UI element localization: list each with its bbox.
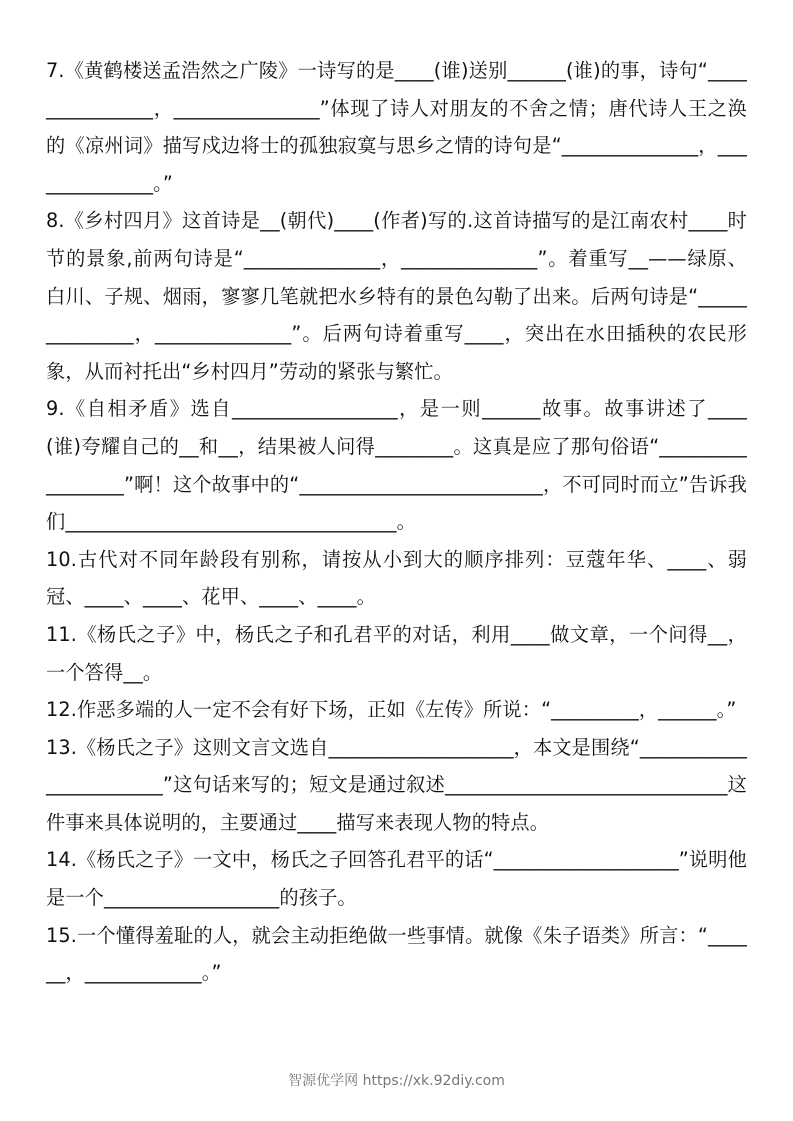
question-11: 11.《杨氏之子》中，杨氏之子和孔君平的对话，利用____做文章，一个问得__，一个答得__。 — [46, 622, 747, 684]
question-8: 8.《乡村四月》这首诗是__(朝代)____(作者)写的.这首诗描写的是江南农村____时节的景象,前两句诗是“______________，______________”。着重写__——绿原、白川、子规、烟雨，寥寥几笔就把水乡特有的景色勾勒了出来。后两句诗是“______________，______________”。后两句诗着重写____，突出在水田插秧的农民形象，从而衬托出“乡村四月”劳动的紧张与繁忙。 — [46, 209, 747, 383]
worksheet — [46, 52, 747, 992]
question-7: 7.《黄鹤楼送孟浩然之广陵》一诗写的是____(谁)送别______(谁)的事，诗句“_______________，_______________”体现了诗人对朋友的不舍之情；唐代诗人王之涣的《凉州词》描写戍边将士的孤独寂寞与思乡之情的诗句是“______________，______________。” — [46, 59, 747, 195]
question-14: 14.《杨氏之子》一文中，杨氏之子回答孔君平的话“___________________”说明他是一个__________________的孩子。 — [46, 848, 747, 910]
question-12: 12.作恶多端的人一定不会有好下场，正如《左传》所说：“_________，______。” — [46, 698, 737, 722]
question-9: 9.《自相矛盾》选自_________________，是一则______故事。故事讲述了____(谁)夸耀自己的__和__，结果被人问得________。这真是应了那句俗语“_________________”啊！这个故事中的“_________________________，不可同时而立”告诉我们__________________________________。 — [46, 397, 747, 534]
question-15: 15.一个懂得羞耻的人，就会主动拒绝做一些事情。就像《朱子语类》所言：“______，____________。” — [46, 923, 747, 985]
footer-watermark: 智源优学网 https://xk.92diy.com — [288, 1073, 505, 1089]
question-13: 13.《杨氏之子》这则文言文选自___________________，本文是围绕“_______________________”这句话来写的；短文是通过叙述_____________________________这件事来具体说明的，主要通过____描写来表现人物的特点。 — [46, 735, 747, 834]
question-10: 10.古代对不同年龄段有别称，请按从小到大的顺序排列：豆蔻年华、____、弱冠、____、____、花甲、____、____。 — [46, 547, 747, 609]
